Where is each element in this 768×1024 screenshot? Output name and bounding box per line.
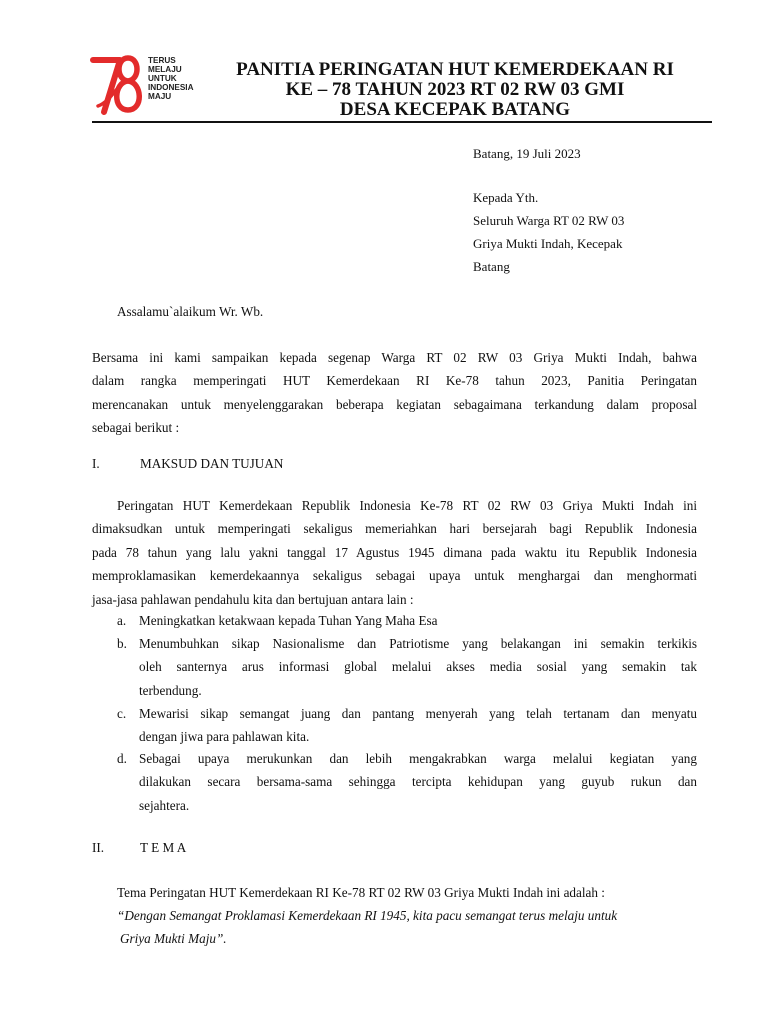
logo-text-line: INDONESIA <box>148 83 194 92</box>
purpose-line: dimaksudkan untuk memperingati sekaligus memeriahkan hari bersejarah bagi Republik Indonesia <box>92 521 697 537</box>
list-line: dengan jiwa para pahlawan kita. <box>139 729 310 745</box>
intro-line: Bersama ini kami sampaikan kepada segenap Warga RT 02 RW 03 Griya Mukti Indah, bahwa <box>92 350 697 365</box>
intro-paragraph <box>92 346 697 440</box>
purpose-line: pada 78 tahun yang lalu yakni tanggal 17 Agustus 1945 dimana pada waktu itu Republik Indonesia <box>92 544 697 560</box>
logo-text-line: UNTUK <box>148 74 177 83</box>
intro-line: dalam rangka memperingati HUT Kemerdekaan RI Ke-78 tahun 2023, Panitia Peringatan <box>92 373 697 389</box>
theme-quote-line: “Dengan Semangat Proklamasi Kemerdekaan RI 1945, kita pacu semangat terus melaju untuk <box>117 908 618 923</box>
section-number: I. <box>92 456 100 471</box>
logo-78-mark <box>90 50 150 118</box>
purpose-line: Peringatan HUT Kemerdekaan Republik Indonesia Ke-78 RT 02 RW 03 Griya Mukti Indah ini <box>117 498 697 513</box>
recipient-salutation: Kepada Yth. <box>473 190 539 205</box>
list-line: Menumbuhkan sikap Nasionalisme dan Patriotisme yang belakangan ini semakin terkikis <box>139 636 697 651</box>
purpose-line: memproklamasikan kemerdekaannya sekaligus sebagai upaya untuk menghargai dan menghormati <box>92 568 697 584</box>
theme-intro: Tema Peringatan HUT Kemerdekaan RI Ke-78 RT 02 RW 03 Griya Mukti Indah ini adalah : <box>117 885 605 900</box>
letterhead-title-line: KE – 78 TAHUN 2023 RT 02 RW 03 GMI <box>285 79 625 100</box>
list-line: terbendung. <box>139 682 202 698</box>
greeting: Assalamu`alaikum Wr. Wb. <box>117 304 264 319</box>
section-number: II. <box>92 840 105 855</box>
logo-text-line: MELAJU <box>148 65 182 74</box>
list-line: Sebagai upaya merukunkan dan lebih mengakrabkan warga melalui kegiatan yang <box>139 751 697 766</box>
list-line: Mewarisi sikap semangat juang dan pantang menyerah yang telah tertanam dan menyatu <box>139 706 697 721</box>
purpose-line: jasa-jasa pahlawan pendahulu kita dan bertujuan antara lain : <box>92 591 414 607</box>
letterhead-title <box>205 60 705 120</box>
section-heading: T E M A <box>140 840 187 855</box>
intro-line: merencanakan untuk menyelenggarakan beberapa kegiatan sebagaimana terkandung dalam proposal <box>92 396 697 412</box>
list-line: dilakukan secara bersama-sama sehingga tercipta kehidupan yang guyub rukun dan <box>139 774 697 790</box>
letterhead-title-line: PANITIA PERINGATAN HUT KEMERDEKAAN RI <box>236 59 674 80</box>
list-marker: d. <box>117 751 127 766</box>
letterhead-title-line: DESA KECEPAK BATANG <box>339 99 571 120</box>
purpose-paragraph <box>92 494 697 611</box>
date-line: Batang, 19 Juli 2023 <box>473 146 581 161</box>
logo-text-line: TERUS <box>148 56 176 65</box>
list-marker: b. <box>117 636 127 651</box>
letterhead-divider <box>92 121 712 123</box>
list-line: Meningkatkan ketakwaan kepada Tuhan Yang Maha Esa <box>139 613 438 628</box>
recipient-line: Griya Mukti Indah, Kecepak <box>473 236 623 251</box>
list-line: oleh santernya arus informasi global melalui akses media sosial yang semakin tak <box>139 659 697 675</box>
logo-text-line: MAJU <box>148 92 172 101</box>
list-marker: a. <box>117 613 127 628</box>
list-marker: c. <box>117 706 127 721</box>
recipient-line: Batang <box>473 259 510 274</box>
hut-78-logo <box>90 50 215 120</box>
recipient-line: Seluruh Warga RT 02 RW 03 <box>473 213 625 228</box>
intro-line: sebagai berikut : <box>92 420 180 436</box>
section-heading: MAKSUD DAN TUJUAN <box>140 456 284 471</box>
list-line: sejahtera. <box>139 797 190 813</box>
theme-quote-line: Griya Mukti Maju”. <box>120 931 227 946</box>
